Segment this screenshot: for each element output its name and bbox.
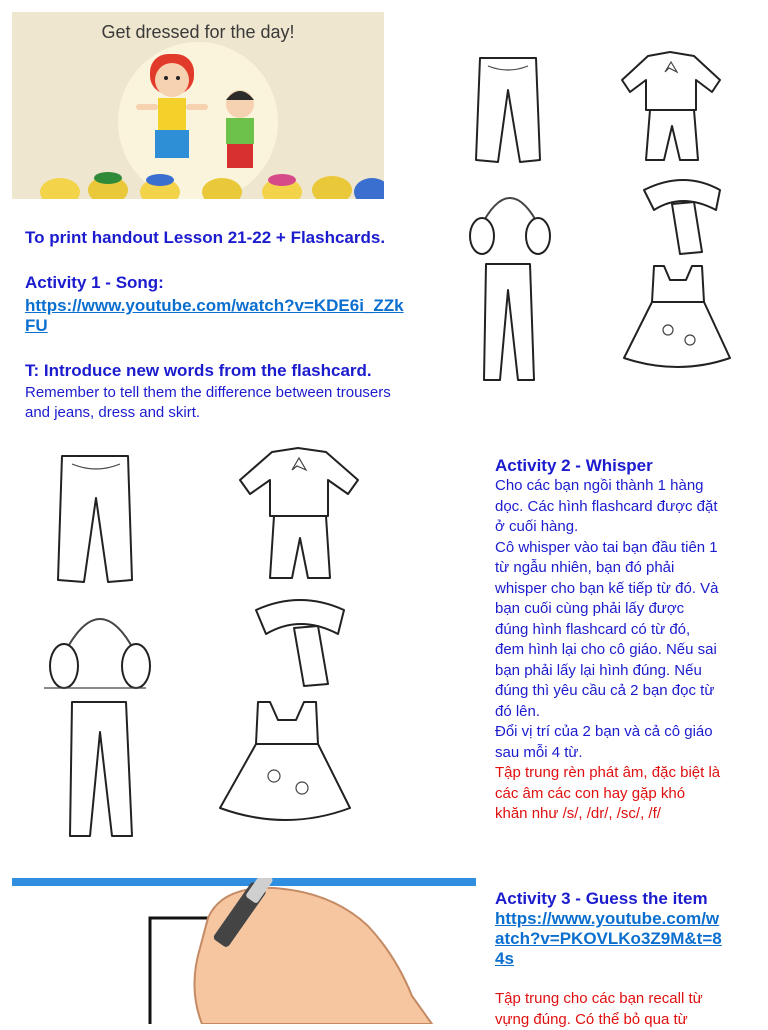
song-banner-image [12,12,384,199]
activity2-line: đem hình lại cho cô giáo. Nếu sai [495,641,717,658]
activity2-focus-line: khăn như /s/, /dr/, /sc/, /f/ [495,805,661,822]
activity3-video-thumbnail[interactable] [12,878,476,1024]
activity2-line: ở cuối hàng. [495,518,579,535]
activity2-focus-line: các âm các con hay gặp khó [495,784,686,802]
activity1-link[interactable] [25,296,465,336]
teacher-title: T: Introduce new words from the flashcard. [25,361,372,380]
activity2-line: đúng thì yêu cầu cả 2 bạn đọc từ [495,682,715,699]
activity3-link[interactable] [495,909,760,969]
activity3-title: Activity 3 - Guess the item [495,889,708,908]
activity2-line: dọc. Các hình flashcard được đặt [495,497,718,515]
activity3-focus-line2: vựng đúng. Có thể bỏ qua từ [495,1010,688,1028]
drawing-hand-illustration [12,878,476,1024]
activity2-line: bạn cuối cùng phải lấy được [495,600,685,617]
activity2-line: bạn phải lấy lại hình đúng. Nếu [495,661,702,679]
flashcards-main-image [40,440,370,850]
activity1-link-line2: FU [25,316,48,335]
activity2-line: đó lên. [495,702,541,720]
activity2-focus-line: Tập trung rèn phát âm, đặc biệt là [495,764,721,781]
kids-illustration [12,12,384,199]
activity3-focus-line1: Tập trung cho các bạn recall từ [495,990,703,1007]
activity2-line: Đổi vị trí của 2 bạn và cả cô giáo [495,723,713,740]
activity1-title: Activity 1 - Song: [25,273,164,292]
activity2-line: Cô whisper vào tai bạn đầu tiên 1 [495,538,718,556]
banner-title: Get dressed for the day! [101,22,295,42]
activity2-line: whisper cho bạn kế tiếp từ đó. Và [495,579,719,597]
activity3-section [495,889,760,1030]
activity2-line: sau mỗi 4 từ. [495,743,583,761]
activity2-line: đúng hình flashcard có từ đó, [495,620,691,638]
activity3-link-line2: atch?v=PKOVLKo3Z9M&t=8 [495,929,722,948]
activity3-link-line3: 4s [495,949,514,968]
activity2-section [495,456,760,825]
activity3-link-line1: https://www.youtube.com/w [495,909,720,928]
activity2-line: từ ngẫu nhiên, bạn đó phải [495,559,675,576]
teacher-note-line2: and jeans, dress and skirt. [25,404,201,421]
print-note: To print handout Lesson 21-22 + Flashcards. [25,228,386,247]
activity2-focus [495,763,760,825]
teacher-note [25,383,465,423]
activity2-body [495,476,760,763]
flashcards-top-image [458,40,748,390]
activity1-link-line1: https://www.youtube.com/watch?v=KDE6i_ZZk [25,296,404,315]
teacher-note-line1: Remember to tell them the difference between trousers [25,384,391,401]
activity2-line: Cho các bạn ngồi thành 1 hàng [495,477,704,494]
activity2-title: Activity 2 - Whisper [495,456,653,475]
